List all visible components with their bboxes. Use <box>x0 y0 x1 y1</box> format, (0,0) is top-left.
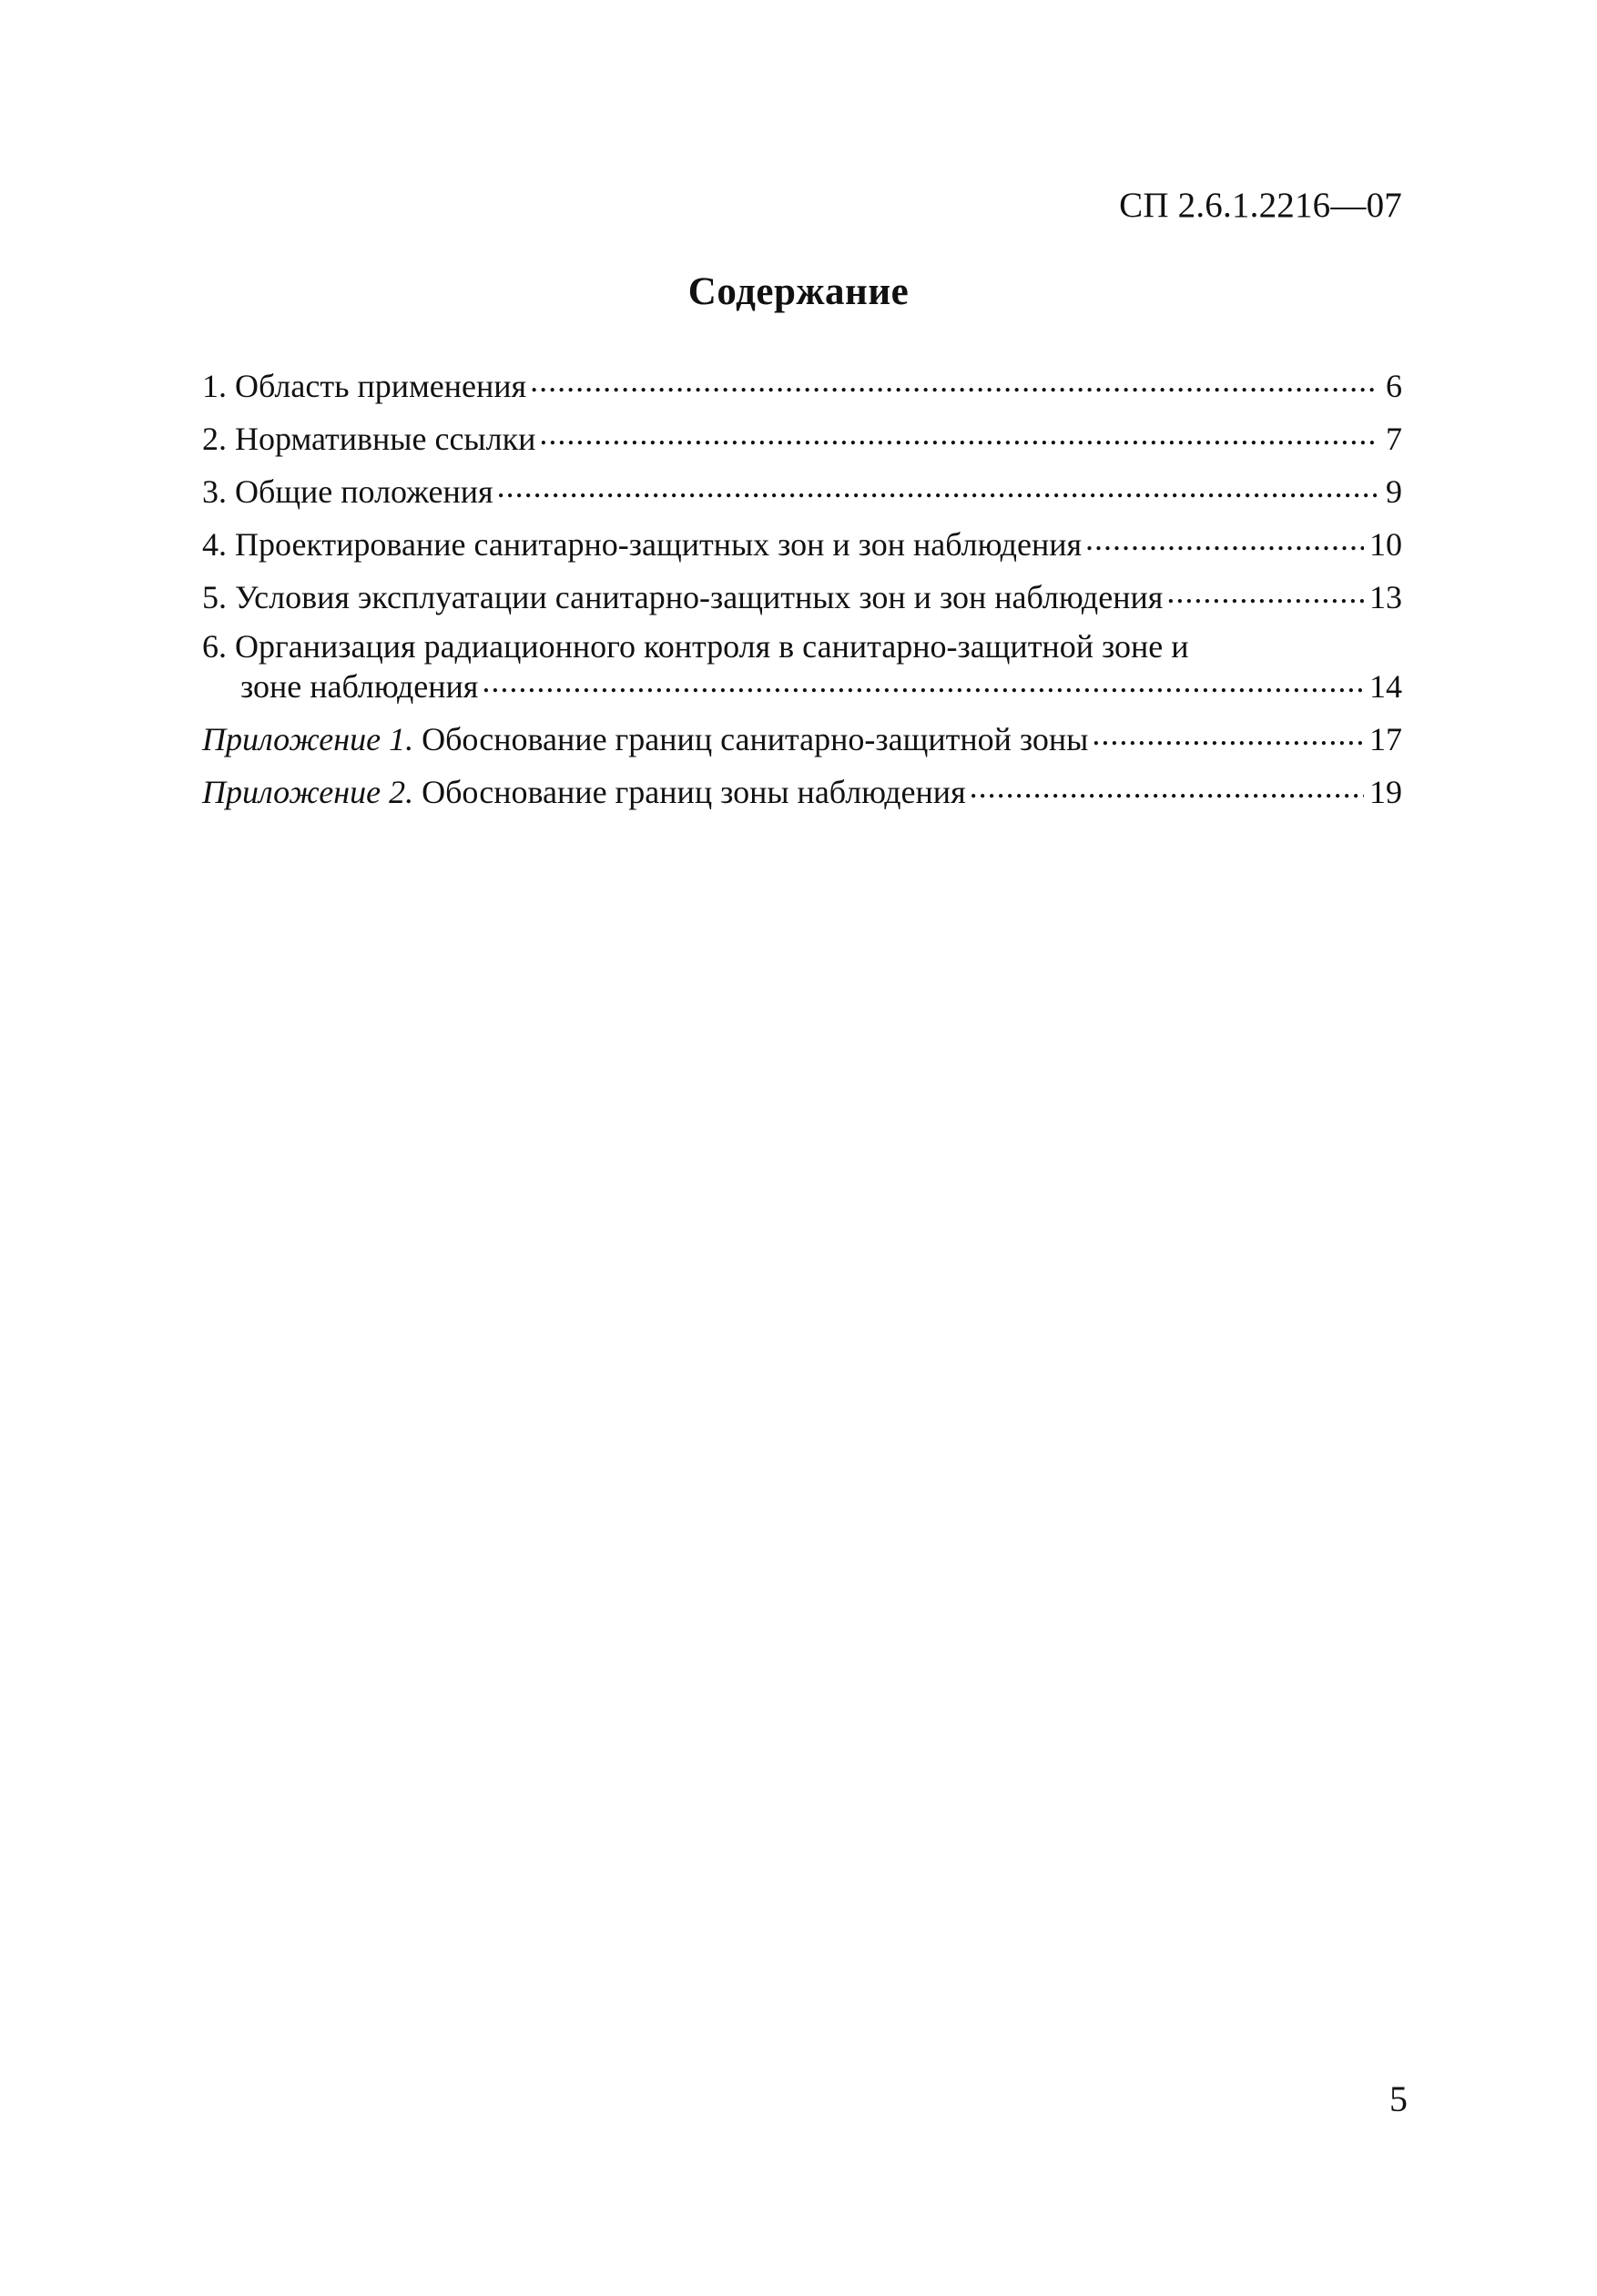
toc-entry-label <box>202 721 1088 757</box>
appendix-prefix: Приложение 1. <box>202 721 414 757</box>
toc-entry-label: 2. Нормативные ссылки <box>202 421 536 457</box>
toc-entry[interactable] <box>202 575 1402 615</box>
dot-leader <box>539 417 1377 450</box>
dot-leader <box>530 364 1377 397</box>
dot-leader <box>970 770 1364 803</box>
dot-leader <box>1085 523 1364 555</box>
toc-entry-page: 13 <box>1369 579 1402 615</box>
dot-leader <box>1166 575 1364 608</box>
dot-leader <box>482 665 1364 697</box>
toc-entry-page: 9 <box>1386 473 1402 510</box>
toc-entry-page: 14 <box>1369 668 1402 705</box>
appendix-prefix: Приложение 2. <box>202 774 414 810</box>
toc-entry[interactable] <box>202 417 1402 457</box>
toc-entry-label-continued: зоне наблюдения <box>240 668 479 705</box>
toc-entry-appendix[interactable] <box>202 770 1402 810</box>
toc-entry-page: 19 <box>1369 774 1402 810</box>
page-number: 5 <box>1389 2078 1408 2119</box>
toc-entry-label <box>202 774 966 810</box>
table-of-contents <box>202 364 1402 823</box>
toc-entry-appendix[interactable] <box>202 717 1402 757</box>
toc-entry-page: 6 <box>1386 368 1402 404</box>
toc-entry-label: 3. Общие положения <box>202 473 493 510</box>
toc-entry-label: 1. Область применения <box>202 368 527 404</box>
toc-entry-page: 17 <box>1369 721 1402 757</box>
toc-entry-label: 4. Проектирование санитарно-защитных зон и зон наблюдения <box>202 526 1083 563</box>
toc-entry[interactable] <box>202 470 1402 510</box>
toc-entry-page: 7 <box>1386 421 1402 457</box>
dot-leader <box>1092 717 1364 750</box>
toc-entry-label: 6. Организация радиационного контроля в санитарно-защитной зоне и <box>202 628 1189 665</box>
toc-entry-label: 5. Условия эксплуатации санитарно-защитных зон и зон наблюдения <box>202 579 1164 615</box>
toc-entry-page: 10 <box>1369 526 1402 563</box>
appendix-title: Обоснование границ зоны наблюдения <box>413 774 966 810</box>
dot-leader <box>497 470 1377 503</box>
document-code: СП 2.6.1.2216—07 <box>1119 186 1402 225</box>
toc-entry[interactable] <box>202 628 1402 705</box>
toc-entry[interactable] <box>202 364 1402 404</box>
toc-entry[interactable] <box>202 523 1402 563</box>
page-title: Содержание <box>687 270 910 313</box>
appendix-title: Обоснование границ санитарно-защитной зоны <box>413 721 1089 757</box>
